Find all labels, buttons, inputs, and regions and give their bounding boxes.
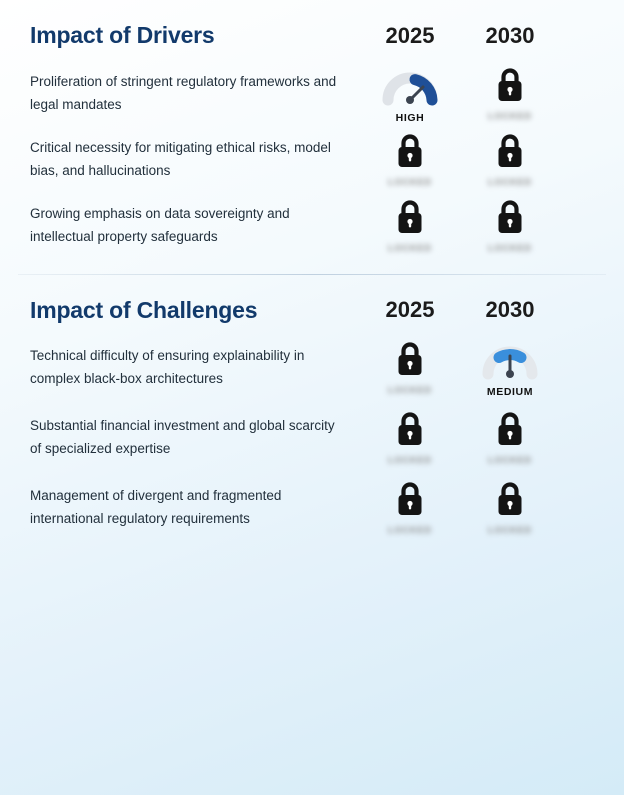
masked-value: LOCKED: [388, 176, 432, 187]
cell-2025: [360, 334, 460, 395]
cell-2030: [460, 474, 560, 535]
cell-2030: [460, 60, 560, 121]
masked-value: LOCKED: [488, 176, 532, 187]
row-label: Management of divergent and fragmented international regulatory requirements: [30, 488, 282, 527]
section-challenges-header: [30, 275, 606, 335]
column-header-2030: 2030: [485, 22, 535, 48]
cell-2030: [460, 404, 560, 465]
cell-2025: [360, 60, 460, 124]
masked-value: LOCKED: [488, 110, 532, 121]
gauge-icon: [482, 340, 538, 380]
masked-value: LOCKED: [388, 385, 432, 396]
row-label: Technical difficulty of ensuring explainability in complex black-box architectures: [30, 348, 305, 387]
section-challenges: [0, 275, 624, 545]
cell-2025: [360, 192, 460, 253]
masked-value: LOCKED: [488, 455, 532, 466]
lock-icon: [495, 66, 525, 104]
section-drivers-title: Impact of Drivers: [30, 22, 215, 48]
lock-icon: [395, 340, 425, 378]
column-header-2025: 2025: [385, 22, 435, 48]
masked-value: LOCKED: [388, 455, 432, 466]
row-label: Substantial financial investment and global scarcity of specialized expertise: [30, 418, 335, 457]
table-row: [30, 474, 606, 544]
lock-icon: [495, 132, 525, 170]
gauge-level-label: HIGH: [395, 111, 425, 124]
cell-2030: [460, 334, 560, 398]
table-row: [30, 334, 606, 404]
gauge-icon: [382, 66, 438, 106]
cell-2030: [460, 126, 560, 187]
lock-icon: [395, 132, 425, 170]
section-drivers-header: [30, 0, 606, 60]
lock-icon: [495, 198, 525, 236]
lock-icon: [495, 410, 525, 448]
column-header-2025: 2025: [385, 297, 435, 323]
table-row: [30, 192, 606, 258]
cell-2030: [460, 192, 560, 253]
table-row: [30, 126, 606, 192]
cell-2025: [360, 474, 460, 535]
lock-icon: [495, 480, 525, 518]
masked-value: LOCKED: [388, 242, 432, 253]
row-label: Proliferation of stringent regulatory frameworks and legal mandates: [30, 73, 337, 112]
section-challenges-title: Impact of Challenges: [30, 296, 258, 323]
lock-icon: [395, 198, 425, 236]
lock-icon: [395, 410, 425, 448]
table-row: [30, 60, 606, 126]
table-row: [30, 404, 606, 474]
row-label: Growing emphasis on data sovereignty and intellectual property safeguards: [30, 205, 290, 244]
lock-icon: [395, 480, 425, 518]
cell-2025: [360, 404, 460, 465]
gauge-level-label: MEDIUM: [486, 386, 534, 399]
masked-value: LOCKED: [488, 242, 532, 253]
column-header-2030: 2030: [485, 297, 535, 323]
masked-value: LOCKED: [388, 525, 432, 536]
row-label: Critical necessity for mitigating ethical risks, model bias, and hallucinations: [30, 139, 331, 178]
masked-value: LOCKED: [488, 525, 532, 536]
cell-2025: [360, 126, 460, 187]
section-drivers: [0, 0, 624, 258]
